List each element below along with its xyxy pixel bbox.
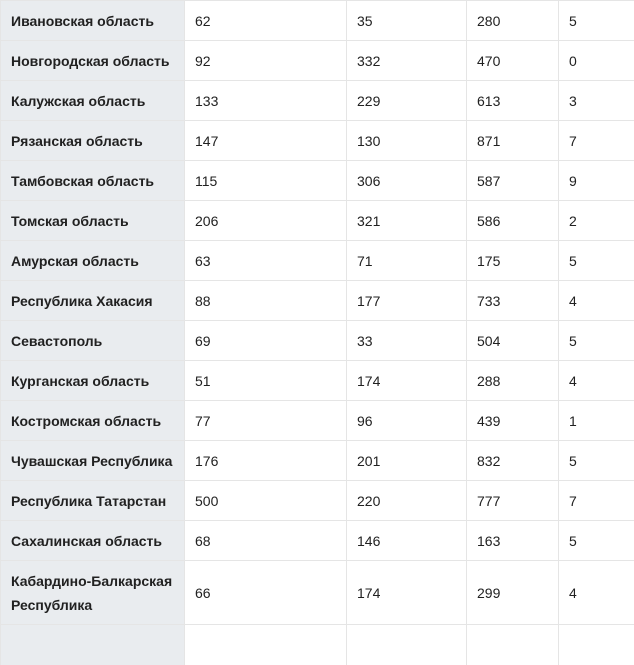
table-row: [1, 481, 634, 521]
table-row: [1, 41, 634, 81]
value-cell: 321: [347, 201, 467, 241]
table-row: [1, 441, 634, 481]
value-cell: 133: [185, 81, 347, 121]
region-cell: Костромская область: [1, 401, 185, 441]
value-cell: 201: [347, 441, 467, 481]
value-cell: 147: [185, 121, 347, 161]
value-cell: 5: [559, 241, 634, 281]
value-cell: 130: [347, 121, 467, 161]
region-cell: Тамбовская область: [1, 161, 185, 201]
value-cell: 299: [467, 561, 559, 625]
table-body: [1, 1, 634, 665]
value-cell: 5: [559, 441, 634, 481]
table-row: [1, 241, 634, 281]
value-cell: 35: [347, 1, 467, 41]
table-row: [1, 321, 634, 361]
value-cell: 306: [347, 161, 467, 201]
value-cell: 733: [467, 281, 559, 321]
value-cell: [185, 625, 347, 665]
table-row: [1, 401, 634, 441]
value-cell: 146: [347, 521, 467, 561]
region-cell: Кабардино-Балкарская Республика: [1, 561, 185, 625]
value-cell: 68: [185, 521, 347, 561]
region-cell: Севастополь: [1, 321, 185, 361]
value-cell: 206: [185, 201, 347, 241]
table-row: [1, 81, 634, 121]
value-cell: 4: [559, 361, 634, 401]
value-cell: 0: [559, 41, 634, 81]
table-row: [1, 121, 634, 161]
region-cell: Ивановская область: [1, 1, 185, 41]
value-cell: 504: [467, 321, 559, 361]
region-cell: Томская область: [1, 201, 185, 241]
value-cell: 7: [559, 481, 634, 521]
value-cell: 69: [185, 321, 347, 361]
region-cell: Республика Хакасия: [1, 281, 185, 321]
table-row: [1, 561, 634, 625]
value-cell: 777: [467, 481, 559, 521]
value-cell: 871: [467, 121, 559, 161]
value-cell: 63: [185, 241, 347, 281]
value-cell: 2: [559, 201, 634, 241]
value-cell: 77: [185, 401, 347, 441]
value-cell: 439: [467, 401, 559, 441]
value-cell: [467, 625, 559, 665]
table-row: [1, 161, 634, 201]
value-cell: 5: [559, 521, 634, 561]
value-cell: 5: [559, 321, 634, 361]
value-cell: 832: [467, 441, 559, 481]
value-cell: 71: [347, 241, 467, 281]
value-cell: 332: [347, 41, 467, 81]
value-cell: 176: [185, 441, 347, 481]
region-cell: Амурская область: [1, 241, 185, 281]
region-cell: Рязанская область: [1, 121, 185, 161]
value-cell: 177: [347, 281, 467, 321]
value-cell: 587: [467, 161, 559, 201]
table-row: [1, 361, 634, 401]
value-cell: 5: [559, 1, 634, 41]
region-cell: Курганская область: [1, 361, 185, 401]
value-cell: 66: [185, 561, 347, 625]
value-cell: 229: [347, 81, 467, 121]
value-cell: 96: [347, 401, 467, 441]
value-cell: 51: [185, 361, 347, 401]
value-cell: 115: [185, 161, 347, 201]
region-cell: Республика Татарстан: [1, 481, 185, 521]
value-cell: 4: [559, 281, 634, 321]
value-cell: 175: [467, 241, 559, 281]
region-cell: Новгородская область: [1, 41, 185, 81]
table-row: [1, 281, 634, 321]
value-cell: 9: [559, 161, 634, 201]
region-cell: [1, 625, 185, 665]
value-cell: 220: [347, 481, 467, 521]
value-cell: 163: [467, 521, 559, 561]
value-cell: 62: [185, 1, 347, 41]
region-cell: Чувашская Республика: [1, 441, 185, 481]
value-cell: 470: [467, 41, 559, 81]
region-cell: Калужская область: [1, 81, 185, 121]
value-cell: 280: [467, 1, 559, 41]
value-cell: 92: [185, 41, 347, 81]
table-row: [1, 521, 634, 561]
value-cell: 288: [467, 361, 559, 401]
value-cell: [559, 625, 634, 665]
value-cell: 500: [185, 481, 347, 521]
table-row-partial: [1, 625, 634, 665]
table-row: [1, 1, 634, 41]
value-cell: 1: [559, 401, 634, 441]
value-cell: 33: [347, 321, 467, 361]
value-cell: 3: [559, 81, 634, 121]
value-cell: 586: [467, 201, 559, 241]
region-cell: Сахалинская область: [1, 521, 185, 561]
value-cell: [347, 625, 467, 665]
value-cell: 88: [185, 281, 347, 321]
value-cell: 174: [347, 561, 467, 625]
value-cell: 4: [559, 561, 634, 625]
value-cell: 7: [559, 121, 634, 161]
table-row: [1, 201, 634, 241]
value-cell: 174: [347, 361, 467, 401]
value-cell: 613: [467, 81, 559, 121]
